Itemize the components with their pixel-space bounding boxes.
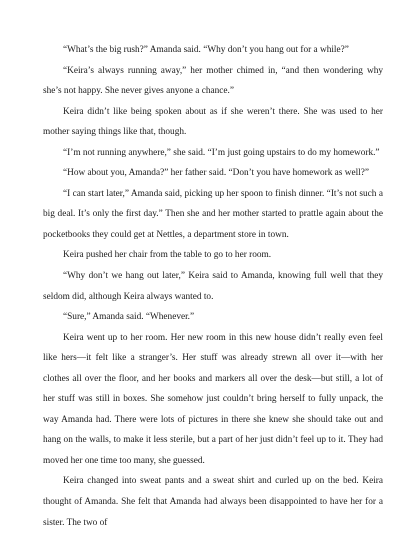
paragraph: Keira went up to her room. Her new room in this new house didn’t really even feel like hers—it felt like a stranger’s. Her stuff was already strewn all over it—with her clothes all over the floor, and her books and markers all over the desk—but still, a lot of her stuff was still in boxes. She somehow just couldn’t bring herself to fully unpack, the way Amanda had. There were lots of pictures in there she knew she should take out and hang on the walls, to make it less sterile, but a part of her just didn’t feel up to it. They had moved her one time too many, she guessed. — [43, 332, 383, 466]
paragraph: “Why don’t we hang out later,” Keira said to Amanda, knowing full well that they seldom did, although Keira always wanted to. — [43, 271, 383, 302]
paragraph: “I’m not running anywhere,” she said. “I’m just going upstairs to do my homework.” — [63, 147, 380, 158]
paragraph: Keira didn’t like being spoken about as if she weren’t there. She was used to her mother saying things like that, though. — [43, 106, 383, 138]
paragraph: “Keira’s always running away,” her mother chimed in, “and then wondering why she’s not happy. She never gives anyone a chance.” — [43, 65, 383, 97]
paragraph: “Sure,” Amanda said. “Whenever.” — [63, 312, 195, 323]
paragraph: “I can start later,” Amanda said, picking up her spoon to finish dinner. “It’s not such a big deal. It’s only the first day.” Then she and her mother started to prattle again about the pocketbooks they could get at Nettles, a department store in town. — [43, 188, 383, 240]
paragraph: Keira pushed her chair from the table to go to her room. — [63, 250, 272, 261]
paragraph: “What’s the big rush?” Amanda said. “Why don’t you hang out for a while?” — [63, 45, 349, 55]
paragraph: “How about you, Amanda?” her father said. “Don’t you have homework as well?” — [63, 168, 370, 179]
paragraph: Keira changed into sweat pants and a sweat shirt and curled up on the bed. Keira thought of Amanda. She felt that Amanda had always been disappointed to have her for a sister. The two of — [43, 476, 383, 528]
body-text — [43, 40, 383, 533]
